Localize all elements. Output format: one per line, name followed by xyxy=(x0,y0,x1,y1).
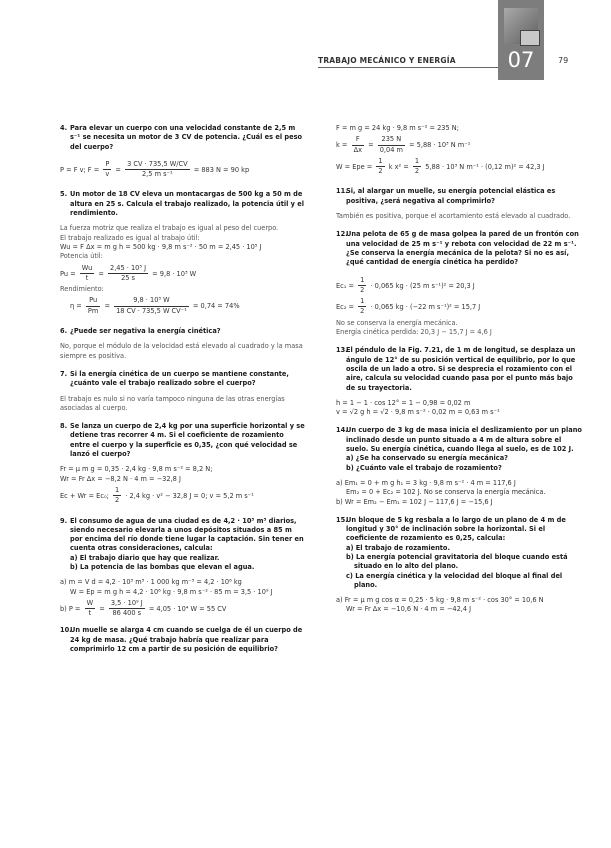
question-14: 14.Un cuerpo de 3 kg de masa inicia el deslizamiento por un plano inclinado desde un punto situado a 4 m de altura sobre el suelo. Su energía cinética, cuando llega al suelo, es de 102 J. xyxy=(336,426,582,454)
question-5: 5. Un motor de 18 CV eleva un montacargas de 500 kg a 50 m de altura en 25 s. Calcula el trabajo realizado, la potencia útil y el rendimiento. xyxy=(60,190,305,218)
answer-7: El trabajo es nulo si no varía tampoco ninguna de las otras energías asociadas al cuerpo. xyxy=(60,394,285,412)
page-number: 79 xyxy=(558,56,569,65)
answer-9-line: W = Ep = m g h = 4,2 · 10⁶ kg · 9,8 m s⁻² · 85 m = 3,5 · 10⁹ J xyxy=(70,587,273,596)
photo-thumbnail-icon xyxy=(504,8,538,44)
question-13: 13.El péndulo de la Fig. 7.21, de 1 m de longitud, se desplaza un ángulo de 12° de su posición vertical de equilibrio, por lo que oscila de un lado a otro. Si se desprecia el rozamiento con el aire, calcula su velocidad cuando pasa por el punto más bajo de su trayectoria. xyxy=(336,346,576,392)
answer-10-line: F = m g = 24 kg · 9,8 m s⁻² = 235 N; xyxy=(336,124,459,132)
left-column xyxy=(60,124,306,654)
question-14-b: b) ¿Cuánto vale el trabajo de rozamiento? xyxy=(346,463,502,472)
answer-14-line: a) Em₁ = 0 + m g h₁ = 3 kg · 9,8 m s⁻² · 4 m = 117,6 J xyxy=(336,478,516,487)
question-12: 12.Una pelota de 65 g de masa golpea la pared de un frontón con una velocidad de 25 m s⁻¹ y rebota con velocidad de 22 m s⁻¹. ¿Se conserva la energía mecánica de la pelota? Si no es así, ¿qué cantidad de energía cinética ha perdido? xyxy=(336,230,579,267)
question-11: 11.Si, al alargar un muelle, su energía potencial elástica es positiva, ¿será negativa al comprimirlo? xyxy=(336,187,556,205)
question-15-b: b) La energía potencial gravitatoria del bloque cuando está situado en lo alto del plano. xyxy=(346,552,568,571)
chapter-number: 07 xyxy=(507,48,535,72)
answer-5-line: La fuerza motriz que realiza el trabajo es igual al peso del cuerpo. xyxy=(60,224,279,233)
running-header-title: TRABAJO MECÁNICO Y ENERGÍA xyxy=(318,56,456,65)
answer-5-efficiency: η = $\frac{Pu}{Pm}$ = $\frac{\text{9,8 · 10³ W}}{\text{18 CV · 735,5 W CV⁻¹}}$ = 0,74 = 74% xyxy=(70,296,240,315)
right-column xyxy=(336,124,582,615)
answer-14-line: Em₂ = 0 + Ec₂ = 102 J. No se conserva la energía mecánica. xyxy=(346,488,546,497)
answer-12-line: Energía cinética perdida: 20,3 J − 15,7 J = 4,6 J xyxy=(336,328,492,337)
question-9-b: b) La potencia de las bombas que elevan el agua. xyxy=(70,562,255,571)
question-15-a: a) El trabajo de rozamiento. xyxy=(346,543,450,552)
answer-5-line: El trabajo realizado es igual al trabajo útil: xyxy=(60,233,200,242)
question-4: 4. Para elevar un cuerpo con una velocidad constante de 2,5 m s⁻¹ se necesita un motor de 3 CV de potencia. ¿Cuál es el peso del cuerpo? xyxy=(60,124,303,151)
question-9-a: a) El trabajo diario que hay que realizar. xyxy=(70,553,220,562)
answer-13-line: h = 1 − 1 · cos 12° = 1 − 0,98 = 0,02 m xyxy=(336,398,471,407)
question-9: 9. El consumo de agua de una ciudad es de 4,2 · 10³ m³ diarios, siendo necesario elevarla a unos depósitos situados a 85 m por encima del río donde tiene lugar la captación. Sin tener en cuenta otras consideraciones, calcula: xyxy=(60,516,304,553)
answer-9-line: a) m = V d = 4,2 · 10³ m³ · 1 000 kg m⁻³ = 4,2 · 10⁶ kg xyxy=(60,578,242,587)
chapter-tab xyxy=(498,0,544,80)
question-7: 7. Si la energía cinética de un cuerpo se mantiene constante, ¿cuánto vale el trabajo realizado sobre el cuerpo? xyxy=(60,369,289,388)
question-15: 15.Un bloque de 5 kg resbala a lo largo de un plano de 4 m de longitud y 30° de inclinación sobre la horizontal. Si el coeficiente de rozamiento es 0,25, calcula: xyxy=(336,515,566,543)
answer-6: No, porque el módulo de la velocidad está elevado al cuadrado y la masa siempre es positiva. xyxy=(60,342,303,360)
answer-15-line: Wr = Fr Δx = −10,6 N · 4 m = −42,4 J xyxy=(346,605,472,614)
answer-5-line: Potencia útil: xyxy=(60,252,103,261)
answer-10-work: W = Epe = $\frac{1}{2}$ k x² = $\frac{1}{2}$ 5,88 · 10³ N m⁻¹ · (0,12 m)² = 42,3 J xyxy=(336,156,545,176)
answer-9-power: b) P = $\frac{W}{t}$ = $\frac{\text{3,5 · 10⁹ J}}{86 400 s}$ = 4,05 · 10⁴ W = 55 CV xyxy=(60,598,227,618)
question-14-a: a) ¿Se ha conservado su energía mecánica? xyxy=(346,454,508,463)
question-15-c: c) La energía cinética y la velocidad del bloque al final del plano. xyxy=(346,571,563,589)
answer-8-energy: Ec + Wr = Ec₀; $\frac{1}{2}$ · 2,4 kg · v² − 32,8 J = 0; v = 5,2 m s⁻¹ xyxy=(60,485,254,505)
question-8: 8. Se lanza un cuerpo de 2,4 kg por una superficie horizontal y se detiene tras recorrer 4 m. Si el coeficiente de rozamiento entre el cuerpo y la superficie es 0,35, ¿con qué velocidad se lanzó el cuerpo? xyxy=(60,422,305,459)
answer-11: También es positiva, porque el acortamiento está elevado al cuadrado. xyxy=(336,212,571,221)
answer-8-line: Wr = Fr Δx = −8,2 N · 4 m = −32,8 J xyxy=(60,474,181,483)
answer-12-ec2: Ec₂ = $\frac{1}{2}$ · 0,065 kg · (−22 m s⁻¹)² = 15,7 J xyxy=(336,297,481,316)
answer-5-line: Wu = F Δx = m g h = 500 kg · 9,8 m s⁻² · 50 m = 2,45 · 10⁵ J xyxy=(60,242,262,251)
answer-5-power: Pu = $\frac{Wu}{t}$ = $\frac{\text{2,45 · 10⁵ J}}{25 s}$ = 9,8 · 10³ W xyxy=(60,263,197,282)
answer-8-line: Fr = μ m g = 0,35 · 2,4 kg · 9,8 m s⁻² = 8,2 N; xyxy=(60,465,213,474)
answer-14-line: b) Wr = Em₂ − Em₁ = 102 J − 117,6 J = −15,6 J xyxy=(336,497,493,506)
question-10: 10.Un muelle se alarga 4 cm cuando se cuelga de él un cuerpo de 24 kg de masa. ¿Qué trabajo habría que realizar para comprimirlo 12 cm a partir de su posición de equilibrio? xyxy=(60,626,303,654)
answer-10-k: k = $\frac{F}{\Delta x}$ = $\frac{235 N}{0,04 m}$ = 5,88 · 10³ N m⁻¹ xyxy=(336,135,471,154)
answer-12-ec1: Ec₁ = $\frac{1}{2}$ · 0,065 kg · (25 m s⁻¹)² = 20,3 J xyxy=(336,275,475,294)
question-6: 6. ¿Puede ser negativa la energía cinética? xyxy=(60,327,221,336)
answer-5-line: Rendimiento: xyxy=(60,285,104,294)
answer-12-line: No se conserva la energía mecánica. xyxy=(336,318,458,327)
answer-15-line: a) Fr = μ m g cos α = 0,25 · 5 kg · 9,8 m s⁻² · cos 30° = 10,6 N xyxy=(336,596,544,605)
answer-4: P = F v; F = $\frac{P}{v}$ = $\frac{3 CV \cdot 735,5 W/CV}{\text{2,5 m s⁻¹}}$ = 883 N = 90 kp xyxy=(60,159,250,179)
answer-13-line: v = √2 g h = √2 · 9,8 m s⁻² · 0,02 m = 0,63 m s⁻¹ xyxy=(336,408,500,417)
header-rule xyxy=(318,67,498,68)
